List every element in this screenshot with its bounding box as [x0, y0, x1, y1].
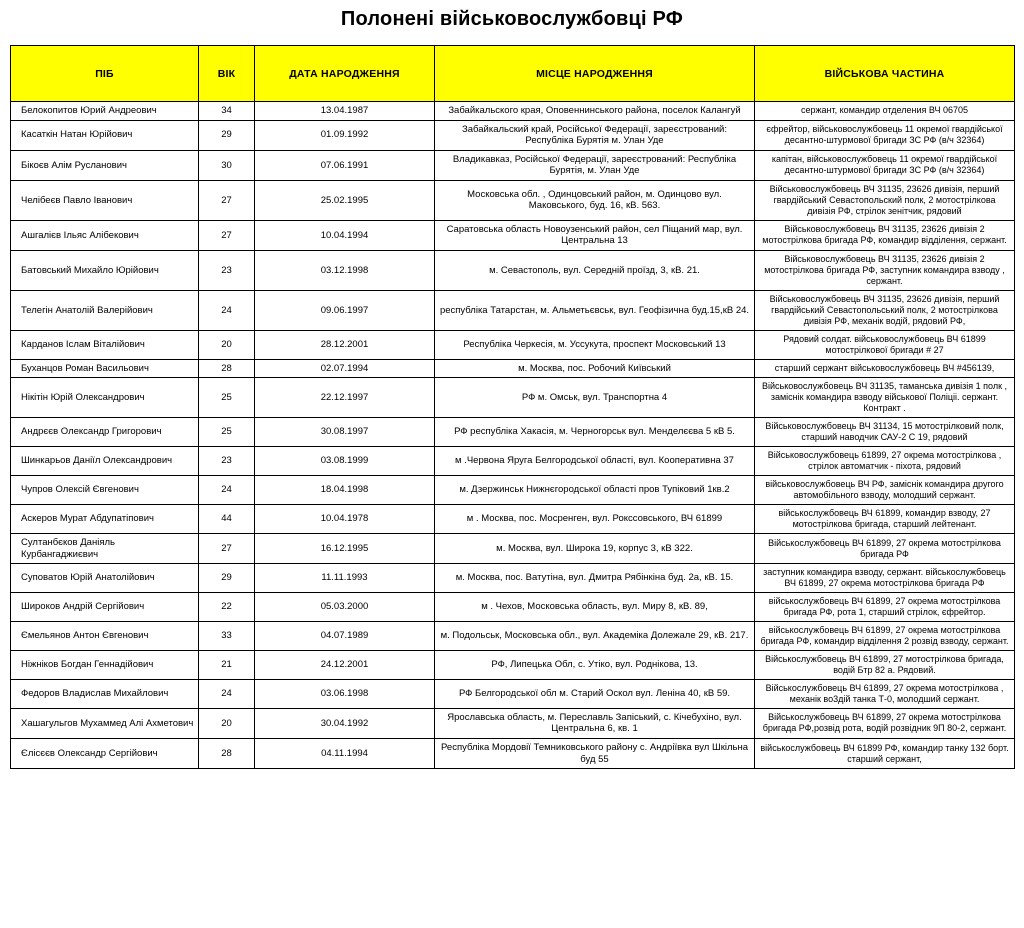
- column-header-date-of-birth: ДАТА НАРОДЖЕННЯ: [255, 46, 435, 102]
- cell-name: Шинкарьов Даніїл Олександрович: [11, 447, 199, 476]
- table-row: [11, 359, 1015, 378]
- cell-date-of-birth: 10.04.1978: [255, 505, 435, 534]
- cell-military-unit: Військослужбовець ВЧ 61899, 27 окрема мотострілкова , механік во3дій танка Т-0, молодший сержант.: [755, 679, 1015, 708]
- cell-date-of-birth: 16.12.1995: [255, 533, 435, 563]
- cell-date-of-birth: 03.08.1999: [255, 447, 435, 476]
- cell-place-of-birth: РФ м. Омськ, вул. Транспортна 4: [435, 378, 755, 418]
- cell-age: 20: [199, 330, 255, 359]
- table-row: [11, 593, 1015, 622]
- cell-place-of-birth: РФ Белгородської обл м. Старий Оскол вул. Леніна 40, кВ 59.: [435, 679, 755, 708]
- cell-age: 20: [199, 708, 255, 738]
- column-header-name: ПІБ: [11, 46, 199, 102]
- table-row: [11, 505, 1015, 534]
- cell-place-of-birth: м. Москва, вул. Широка 19, корпус 3, кВ 322.: [435, 533, 755, 563]
- column-header-military-unit: ВІЙСЬКОВА ЧАСТИНА: [755, 46, 1015, 102]
- cell-military-unit: єфрейтор, військовослужбовець 11 окремої гвардійської десантно-штурмової бригади ЗС РФ (в/ч 32364): [755, 120, 1015, 150]
- cell-age: 24: [199, 476, 255, 505]
- cell-date-of-birth: 04.11.1994: [255, 738, 435, 768]
- page-title: Полонені військовослужбовці РФ: [340, 8, 684, 30]
- cell-date-of-birth: 30.08.1997: [255, 418, 435, 447]
- cell-date-of-birth: 05.03.2000: [255, 593, 435, 622]
- table-row: [11, 180, 1015, 220]
- table-body: [11, 102, 1015, 769]
- cell-date-of-birth: 25.02.1995: [255, 180, 435, 220]
- cell-age: 24: [199, 679, 255, 708]
- cell-date-of-birth: 11.11.1993: [255, 564, 435, 593]
- table-row: [11, 621, 1015, 650]
- cell-military-unit: Військовослужбовець ВЧ 31135, 23626 дивізія, перший гвардійський Севастопольський полк, 2 мотострілкова дивізія РФ, механік водій, рядовий РФ,: [755, 290, 1015, 330]
- cell-age: 27: [199, 180, 255, 220]
- table-row: [11, 290, 1015, 330]
- table-row: [11, 708, 1015, 738]
- cell-name: Ємельянов Антон Євгенович: [11, 621, 199, 650]
- cell-name: Широков Андрій Сергійович: [11, 593, 199, 622]
- cell-name: Аскеров Мурат Абдупатіпович: [11, 505, 199, 534]
- cell-place-of-birth: Московська обл. , Одинцовський район, м. Одинцово вул. Маковського, буд. 16, кВ. 563.: [435, 180, 755, 220]
- cell-place-of-birth: Владикавказ, Російської Федерації, зареєстрований: Республіка Бурятія, м. Улан Уде: [435, 150, 755, 180]
- cell-name: Карданов Іслам Віталійович: [11, 330, 199, 359]
- cell-place-of-birth: РФ, Липецька Обл, с. Утіко, вул. Роднікова, 13.: [435, 650, 755, 679]
- cell-name: Андрєєв Олександр Григорович: [11, 418, 199, 447]
- cell-name: Нікітін Юрій Олександрович: [11, 378, 199, 418]
- cell-military-unit: Військовослужбовець ВЧ 31135, таманська дивізія 1 полк , заміснік командира взводу військової Поліціі. сержант. Контракт .: [755, 378, 1015, 418]
- cell-name: Телегін Анатолій Валерійович: [11, 290, 199, 330]
- table-header-row: [11, 46, 1015, 102]
- cell-place-of-birth: Республіка Мордовії Темниковського району с. Андріївка вул Шкільна буд 55: [435, 738, 755, 768]
- cell-place-of-birth: Забайкальского края, Оповеннинського района, поселок Калангуй: [435, 102, 755, 121]
- cell-name: Суповатов Юрій Анатолійович: [11, 564, 199, 593]
- table-row: [11, 330, 1015, 359]
- cell-date-of-birth: 07.06.1991: [255, 150, 435, 180]
- cell-place-of-birth: м. Подольськ, Московська обл., вул. Академіка Долежале 29, кВ. 217.: [435, 621, 755, 650]
- cell-military-unit: Військовослужбовець ВЧ 31134, 15 мотострілковий полк, старший наводчик САУ-2 С 19, рядовий: [755, 418, 1015, 447]
- cell-age: 21: [199, 650, 255, 679]
- cell-name: Касаткін Натан Юрійович: [11, 120, 199, 150]
- cell-name: Хашагульгов Мухаммед Алі Ахметович: [11, 708, 199, 738]
- cell-age: 25: [199, 378, 255, 418]
- cell-age: 27: [199, 220, 255, 250]
- cell-military-unit: заступник командира взводу, сержант. військослужбовець ВЧ 61899, 27 окрема мотострілкова бригада РФ: [755, 564, 1015, 593]
- cell-date-of-birth: 13.04.1987: [255, 102, 435, 121]
- cell-military-unit: сержант, командир отделения ВЧ 06705: [755, 102, 1015, 121]
- cell-place-of-birth: м . Чехов, Московська область, вул. Миру 8, кВ. 89,: [435, 593, 755, 622]
- cell-military-unit: старший сержант військовослужбовець ВЧ #456139,: [755, 359, 1015, 378]
- cell-age: 30: [199, 150, 255, 180]
- cell-name: Ніжніков Богдан Геннадійович: [11, 650, 199, 679]
- cell-place-of-birth: РФ республіка Хакасія, м. Черногорськ вул. Менделєєва 5 кВ 5.: [435, 418, 755, 447]
- cell-date-of-birth: 10.04.1994: [255, 220, 435, 250]
- cell-age: 28: [199, 359, 255, 378]
- cell-military-unit: Військослужбовець ВЧ 61899, 27 окрема мотострілкова бригада РФ,розвід рота, водій розвідник 9П 80-2, сержант.: [755, 708, 1015, 738]
- cell-military-unit: Військовослужбовець ВЧ 31135, 23626 дивізія 2 мотострілкова бригада РФ, заступник командира взводу , сержант.: [755, 250, 1015, 290]
- cell-military-unit: військослужбовець ВЧ 61899, командир взводу, 27 мотострілкова бригада, старший лейтенант.: [755, 505, 1015, 534]
- cell-date-of-birth: 03.12.1998: [255, 250, 435, 290]
- table-row: [11, 650, 1015, 679]
- cell-military-unit: Рядовий солдат. військовослужбовець ВЧ 61899 мотострілкової бригади # 27: [755, 330, 1015, 359]
- cell-place-of-birth: м. Дзержинськ Нижнєгородської області пров Тупіковий 1кв.2: [435, 476, 755, 505]
- cell-age: 24: [199, 290, 255, 330]
- cell-place-of-birth: м. Москва, пос. Робочий Київський: [435, 359, 755, 378]
- table-row: [11, 250, 1015, 290]
- column-header-age: ВІК: [199, 46, 255, 102]
- cell-age: 34: [199, 102, 255, 121]
- cell-place-of-birth: Саратовська область Новоузенський район, сел Піщаний мар, вул. Центральна 13: [435, 220, 755, 250]
- table-row: [11, 418, 1015, 447]
- table-row: [11, 738, 1015, 768]
- cell-military-unit: Військовослужбовець ВЧ 31135, 23626 дивізія, перший гвардійський Севастопольский полк, 2 мотострілкова дивізія РФ, стрілок зенітчик, рядовий: [755, 180, 1015, 220]
- cell-military-unit: Військовослужбовець 61899, 27 окрема мотострілкова , стрілок автоматчик - піхота, рядовий: [755, 447, 1015, 476]
- cell-date-of-birth: 24.12.2001: [255, 650, 435, 679]
- table-row: [11, 378, 1015, 418]
- column-header-place-of-birth: МІСЦЕ НАРОДЖЕННЯ: [435, 46, 755, 102]
- cell-date-of-birth: 09.06.1997: [255, 290, 435, 330]
- cell-age: 33: [199, 621, 255, 650]
- table-row: [11, 679, 1015, 708]
- cell-date-of-birth: 02.07.1994: [255, 359, 435, 378]
- cell-place-of-birth: республіка Татарстан, м. Альметьєвськ, вул. Геофізична буд.15,кВ 24.: [435, 290, 755, 330]
- cell-name: Батовський Михайло Юрійович: [11, 250, 199, 290]
- table-row: [11, 447, 1015, 476]
- table-row: [11, 476, 1015, 505]
- table-row: [11, 220, 1015, 250]
- cell-military-unit: Військослужбовець ВЧ 61899, 27 окрема мотострілкова бригада РФ: [755, 533, 1015, 563]
- cell-military-unit: Військовослужбовець ВЧ 31135, 23626 дивізія 2 мотострілкова бригада РФ, командир відділення, сержант.: [755, 220, 1015, 250]
- cell-age: 29: [199, 564, 255, 593]
- cell-place-of-birth: Ярославська область, м. Переславль Запіський, с. Кічебухіно, вул. Центральна 6, кв. 1: [435, 708, 755, 738]
- cell-date-of-birth: 04.07.1989: [255, 621, 435, 650]
- cell-date-of-birth: 30.04.1992: [255, 708, 435, 738]
- cell-place-of-birth: Забайкальский край, Російської Федерації, зареєстрований: Республіка Бурятія м. Улан Уде: [435, 120, 755, 150]
- cell-age: 22: [199, 593, 255, 622]
- cell-military-unit: військовослужбовець ВЧ РФ, заміснік командира другого автомобільного взводу, молодший сержант.: [755, 476, 1015, 505]
- cell-age: 23: [199, 447, 255, 476]
- cell-age: 25: [199, 418, 255, 447]
- cell-age: 44: [199, 505, 255, 534]
- cell-place-of-birth: м .Червона Яруга Белгородської області, вул. Кооперативна 37: [435, 447, 755, 476]
- cell-date-of-birth: 28.12.2001: [255, 330, 435, 359]
- cell-military-unit: військослужбовець ВЧ 61899, 27 окрема мотострілкова бригада РФ, командир відділення 2 розвід взводу, сержант.: [755, 621, 1015, 650]
- prisoners-table: [10, 45, 1015, 769]
- cell-date-of-birth: 03.06.1998: [255, 679, 435, 708]
- cell-age: 27: [199, 533, 255, 563]
- cell-name: Федоров Владислав Михайлович: [11, 679, 199, 708]
- table-row: [11, 564, 1015, 593]
- cell-age: 23: [199, 250, 255, 290]
- cell-name: Челібеєв Павло Іванович: [11, 180, 199, 220]
- cell-name: Султанбєков Даніяль Курбангаджиєвич: [11, 533, 199, 563]
- cell-military-unit: військослужбовець ВЧ 61899, 27 окрема мотострілкова бригада РФ, рота 1, старший стрілок, єфрейтор.: [755, 593, 1015, 622]
- cell-age: 28: [199, 738, 255, 768]
- cell-name: Белокопитов Юрий Андреович: [11, 102, 199, 121]
- cell-name: Буханцов Роман Васильович: [11, 359, 199, 378]
- cell-age: 29: [199, 120, 255, 150]
- cell-name: Чупров Олексій Євгенович: [11, 476, 199, 505]
- table-row: [11, 120, 1015, 150]
- cell-military-unit: капітан, військовослужбовець 11 окремої гвардійської десантно-штурмової бригади ЗС РФ (в/ч 32364): [755, 150, 1015, 180]
- cell-place-of-birth: м. Москва, пос. Ватутіна, вул. Дмитра Рябінкіна буд. 2а, кВ. 15.: [435, 564, 755, 593]
- table-header: [11, 46, 1015, 102]
- cell-date-of-birth: 22.12.1997: [255, 378, 435, 418]
- table-row: [11, 533, 1015, 563]
- table-row: [11, 102, 1015, 121]
- cell-place-of-birth: м. Севастополь, вул. Середній проїзд, 3, кВ. 21.: [435, 250, 755, 290]
- table-row: [11, 150, 1015, 180]
- cell-date-of-birth: 01.09.1992: [255, 120, 435, 150]
- cell-date-of-birth: 18.04.1998: [255, 476, 435, 505]
- cell-name: Бікоєв Алім Русланович: [11, 150, 199, 180]
- cell-name: Ашгалієв Ільяс Алібекович: [11, 220, 199, 250]
- cell-military-unit: Військослужбовець ВЧ 61899, 27 мотострілкова бригада, водій Бтр 82 а. Рядовий.: [755, 650, 1015, 679]
- cell-place-of-birth: Республіка Черкесія, м. Уссукута, проспект Московський 13: [435, 330, 755, 359]
- cell-military-unit: військослужбовець ВЧ 61899 РФ, командир танку 132 борт. старший сержант,: [755, 738, 1015, 768]
- cell-name: Єлісєєв Олександр Сергійович: [11, 738, 199, 768]
- cell-place-of-birth: м . Москва, пос. Мосренген, вул. Рокссовського, ВЧ 61899: [435, 505, 755, 534]
